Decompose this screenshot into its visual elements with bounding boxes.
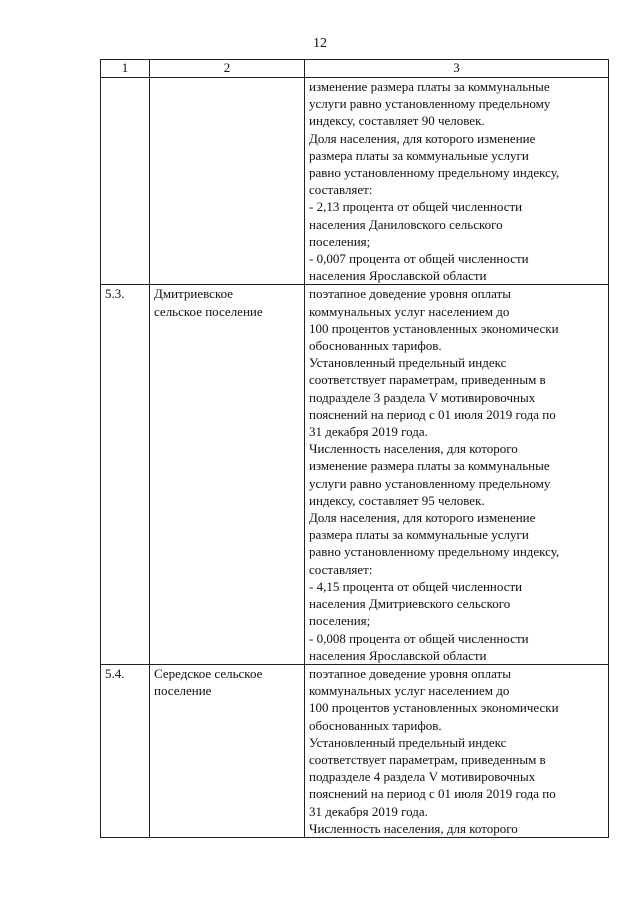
table-header-row bbox=[101, 60, 609, 78]
description-line: Доля населения, для которого изменение bbox=[309, 510, 536, 526]
description-line: пояснений на период с 01 июля 2019 года по bbox=[309, 786, 556, 802]
settlement-name-cell bbox=[150, 78, 305, 285]
settlement-name-line: сельское поселение bbox=[154, 303, 263, 319]
description-line: поселения; bbox=[309, 233, 371, 249]
description-line: - 0,007 процента от общей численности bbox=[309, 251, 529, 267]
description-line: поселения; bbox=[309, 613, 371, 629]
table-body bbox=[101, 78, 609, 838]
description-line: пояснений на период с 01 июля 2019 года по bbox=[309, 406, 556, 422]
description-line: коммунальных услуг населением до bbox=[309, 683, 510, 699]
settlement-name-line: поселение bbox=[154, 683, 212, 699]
description-line: населения Ярославской области bbox=[309, 647, 487, 663]
description-line: подразделе 3 раздела V мотивировочных bbox=[309, 389, 536, 405]
description-line: - 4,15 процента от общей численности bbox=[309, 578, 523, 594]
row-number-cell: 5.3. bbox=[101, 285, 150, 664]
description-line: 31 декабря 2019 года. bbox=[309, 803, 428, 819]
description-line: 100 процентов установленных экономически bbox=[309, 700, 559, 716]
description-line: - 2,13 процента от общей численности bbox=[309, 199, 523, 215]
description-line: населения Дмитриевского сельского bbox=[309, 596, 511, 612]
settlement-name-line: Середское сельское bbox=[154, 665, 263, 681]
settlement-name-cell bbox=[150, 285, 305, 664]
column-header-1: 1 bbox=[101, 60, 150, 78]
column-header-3: 3 bbox=[305, 60, 609, 78]
description-line: поэтапное доведение уровня оплаты bbox=[309, 665, 511, 681]
description-line: коммунальных услуг населением до bbox=[309, 303, 510, 319]
description-line: Численность населения, для которого bbox=[309, 441, 518, 457]
description-line: - 0,008 процента от общей численности bbox=[309, 630, 529, 646]
document-table bbox=[100, 59, 609, 838]
description-line: Установленный предельный индекс bbox=[309, 734, 507, 750]
description-line: составляет: bbox=[309, 561, 373, 577]
description-line: 100 процентов установленных экономически bbox=[309, 320, 559, 336]
table-row bbox=[101, 664, 609, 837]
description-line: Установленный предельный индекс bbox=[309, 355, 507, 371]
description-line: обоснованных тарифов. bbox=[309, 717, 442, 733]
description-line: размера платы за коммунальные услуги bbox=[309, 527, 529, 543]
table-row bbox=[101, 78, 609, 285]
description-cell bbox=[305, 78, 609, 285]
row-number-cell: 5.4. bbox=[101, 664, 150, 837]
description-line: равно установленному предельному индексу, bbox=[309, 165, 560, 181]
row-number-cell bbox=[101, 78, 150, 285]
description-line: подразделе 4 раздела V мотивировочных bbox=[309, 769, 536, 785]
description-line: индексу, составляет 95 человек. bbox=[309, 492, 485, 508]
description-line: изменение размера платы за коммунальные bbox=[309, 458, 550, 474]
description-line: равно установленному предельному индексу, bbox=[309, 544, 560, 560]
description-line: соответствует параметрам, приведенным в bbox=[309, 751, 546, 767]
settlement-name-line: Дмитриевское bbox=[154, 286, 234, 302]
description-cell bbox=[305, 664, 609, 837]
description-line: Численность населения, для которого bbox=[309, 820, 518, 836]
description-line: Доля населения, для которого изменение bbox=[309, 130, 536, 146]
description-line: обоснованных тарифов. bbox=[309, 338, 442, 354]
description-line: индексу, составляет 90 человек. bbox=[309, 113, 485, 129]
description-line: поэтапное доведение уровня оплаты bbox=[309, 286, 511, 302]
description-line: соответствует параметрам, приведенным в bbox=[309, 372, 546, 388]
description-line: изменение размера платы за коммунальные bbox=[309, 79, 550, 94]
description-line: составляет: bbox=[309, 182, 373, 198]
page-number: 12 bbox=[313, 36, 327, 51]
description-line: услуги равно установленному предельному bbox=[309, 475, 551, 491]
description-line: населения Ярославской области bbox=[309, 268, 487, 284]
description-cell bbox=[305, 285, 609, 664]
description-line: населения Даниловского сельского bbox=[309, 216, 503, 232]
description-line: 31 декабря 2019 года. bbox=[309, 424, 428, 440]
column-header-2: 2 bbox=[150, 60, 305, 78]
description-line: размера платы за коммунальные услуги bbox=[309, 147, 529, 163]
settlement-name-cell bbox=[150, 664, 305, 837]
table-row bbox=[101, 285, 609, 664]
description-line: услуги равно установленному предельному bbox=[309, 96, 551, 112]
